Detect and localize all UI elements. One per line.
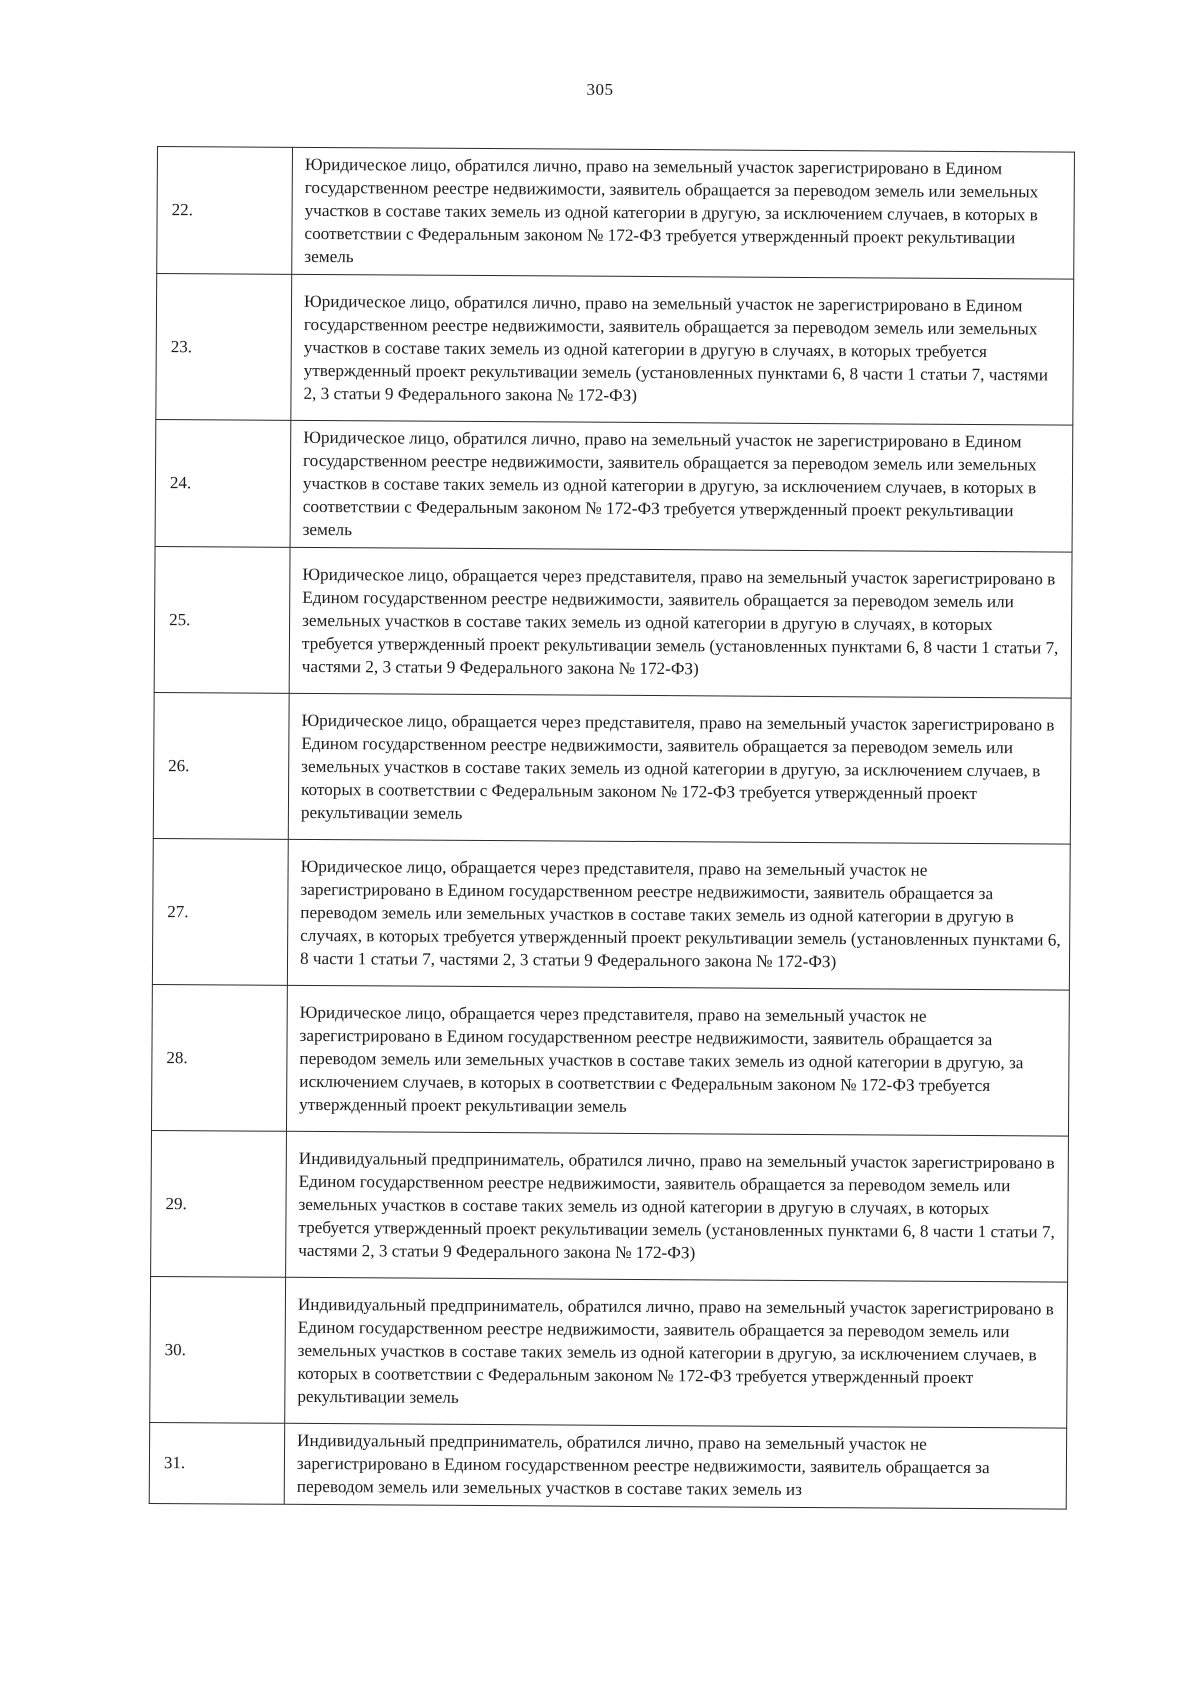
row-description-cell: Юридическое лицо, обращается через представителя, право на земельный участок не зарегистрировано в Едином государственном реестре недвижимости, заявитель обращается за переводом земель или земельных участков в составе таких земель из одной категории в другую в случаях, в которых требуется утвержденный проект рекультивации земель (установленных пунктами 6, 8 части 1 статьи 7, частями 2, 3 статьи 9 Федерального закона № 172-ФЗ) [287,839,1070,990]
row-description-cell: Индивидуальный предприниматель, обратился лично, право на земельный участок зарегистрировано в Едином государственном реестре недвижимости, заявитель обращается за переводом земель или земельных участков в составе таких земель из одной категории в другую, за исключением случаев, в которых в соответствии с Федеральным законом № 172-ФЗ требуется утвержденный проект рекультивации земель [285,1277,1068,1428]
row-description-cell: Юридическое лицо, обратился лично, право на земельный участок не зарегистрировано в Едином государственном реестре недвижимости, заявитель обращается за переводом земель или земельных участков в составе таких земель из одной категории в другую в случаях, в которых требуется утвержденный проект рекультивации земель (установленных пунктами 6, 8 части 1 статьи 7, частями 2, 3 статьи 9 Федерального закона № 172-ФЗ) [291,274,1074,425]
row-number-cell [152,838,288,985]
row-number-cell [157,147,293,275]
row-description-cell: Индивидуальный предприниматель, обратился лично, право на земельный участок не зарегистрировано в Едином государственном реестре недвижимости, заявитель обращается за переводом земель или земельных участков в составе таких земель из [284,1423,1066,1509]
table-row [151,984,1069,1136]
table-row [156,274,1074,426]
table-row [151,1130,1069,1282]
row-number: 24. [169,473,192,493]
row-description-cell: Индивидуальный предприниматель, обратился лично, право на земельный участок зарегистрировано в Едином государственном реестре недвижимости, заявитель обращается за переводом земель или земельных участков в составе таких земель из одной категории в другую в случаях, в которых требуется утвержденный проект рекультивации земель (установленных пунктами 6, 8 части 1 статьи 7, частями 2, 3 статьи 9 Федерального закона № 172-ФЗ) [286,1131,1069,1282]
row-number: 30. [164,1339,186,1359]
row-number-cell [151,1130,287,1277]
cases-table [149,146,1075,1510]
row-number: 27. [167,901,189,921]
row-description-cell: Юридическое лицо, обратился лично, право на земельный участок не зарегистрировано в Едином государственном реестре недвижимости, заявитель обращается за переводом земель или земельных участков в составе таких земель из одной категории в другую, за исключением случаев, в которых в соответствии с Федеральным законом № 172-ФЗ требуется утвержденный проект рекультивации земель [290,420,1073,552]
table-row [154,546,1072,698]
row-number: 29. [165,1193,187,1213]
row-number: 26. [168,755,190,775]
table-row [152,838,1070,990]
table-row [150,1276,1068,1428]
row-number-cell [151,984,287,1131]
table-row [155,419,1073,552]
row-description-cell: Юридическое лицо, обращается через представителя, право на земельный участок не зарегистрировано в Едином государственном реестре недвижимости, заявитель обращается за переводом земель или земельных участков в составе таких земель из одной категории в другую, за исключением случаев, в которых в соответствии с Федеральным законом № 172-ФЗ требуется утвержденный проект рекультивации земель [286,985,1069,1136]
row-number: 31. [163,1453,186,1473]
row-number-cell [154,546,290,693]
table-row [149,1422,1066,1509]
row-number: 22. [171,200,193,220]
table-row [157,147,1075,280]
row-description-cell: Юридическое лицо, обращается через представителя, право на земельный участок зарегистрировано в Едином государственном реестре недвижимости, заявитель обращается за переводом земель или земельных участков в составе таких земель из одной категории в другую в случаях, в которых требуется утвержденный проект рекультивации земель (установленных пунктами 6, 8 части 1 статьи 7, частями 2, 3 статьи 9 Федерального закона № 172-ФЗ) [289,547,1072,698]
table-row [153,692,1071,844]
row-number: 28. [166,1047,188,1067]
page-number: 305 [586,80,614,99]
row-number-cell [156,274,292,421]
row-number: 25. [169,609,191,629]
row-number-cell [155,419,291,547]
row-number-cell [149,1422,284,1504]
row-description-cell: Юридическое лицо, обращается через представителя, право на земельный участок зарегистрировано в Едином государственном реестре недвижимости, заявитель обращается за переводом земель или земельных участков в составе таких земель из одной категории в другую, за исключением случаев, в которых в соответствии с Федеральным законом № 172-ФЗ требуется утвержденный проект рекультивации земель [288,693,1071,844]
row-number: 23. [170,336,193,356]
row-number-cell [153,692,289,839]
row-number-cell [150,1276,286,1423]
row-description-cell: Юридическое лицо, обратился лично, право на земельный участок зарегистрировано в Едином государственном реестре недвижимости, заявитель обращается за переводом земель или земельных участков в составе таких земель из одной категории в другую, за исключением случаев, в которых в соответствии с Федеральным законом № 172-ФЗ требуется утвержденный проект рекультивации земель [292,147,1075,279]
